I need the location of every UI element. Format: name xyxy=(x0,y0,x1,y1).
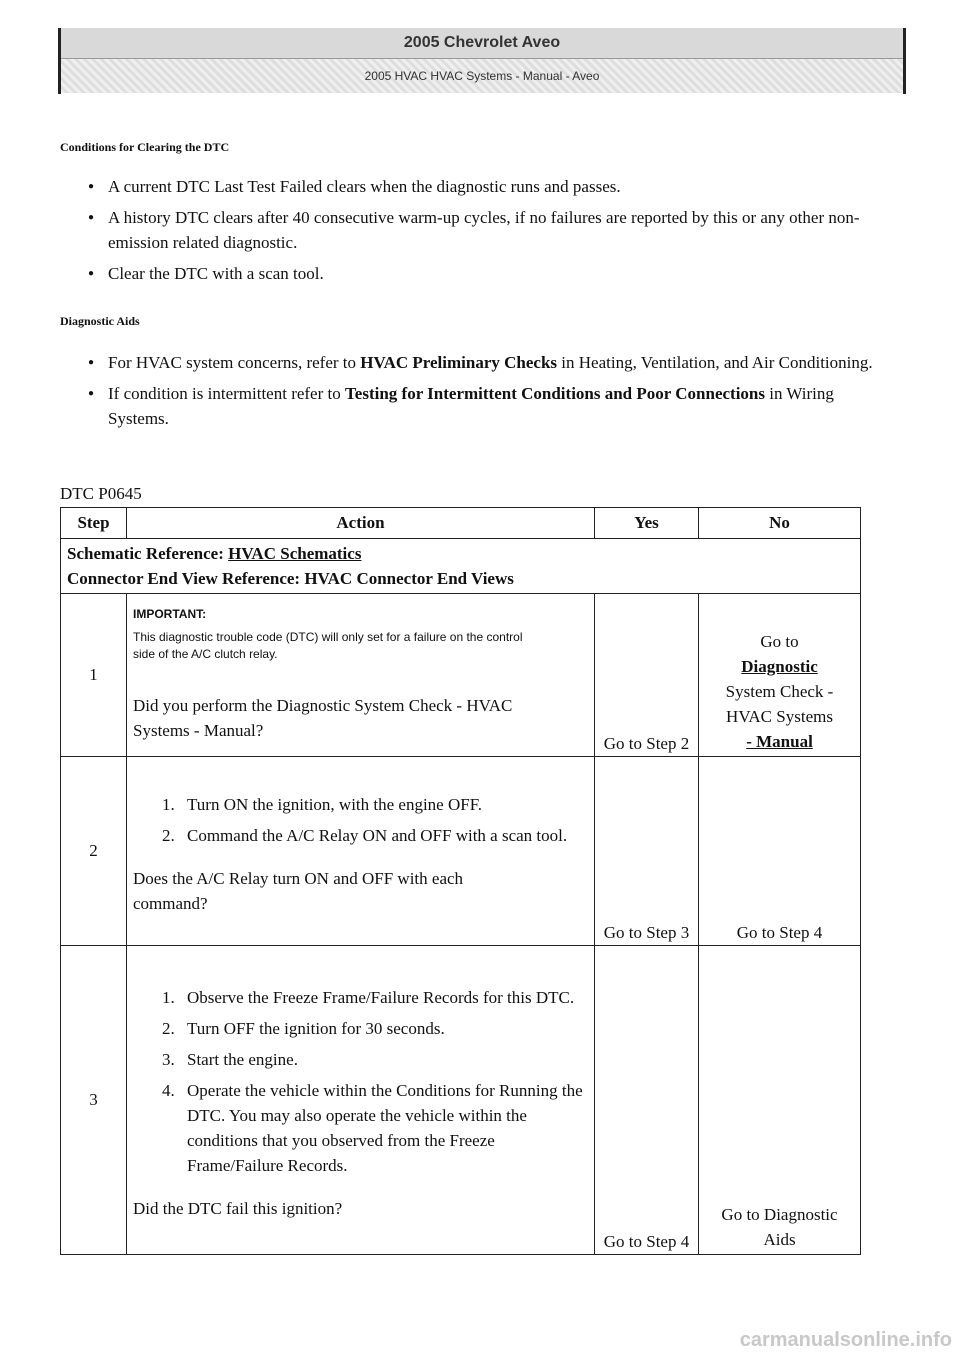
hvac-schematics-link[interactable]: HVAC Schematics xyxy=(228,544,362,563)
important-note: This diagnostic trouble code (DTC) will only set for a failure on the control side of the A/C clutch relay. xyxy=(133,630,523,661)
header-title: 2005 Chevrolet Aveo xyxy=(61,28,903,59)
action-cell xyxy=(127,594,595,757)
connector-reference-label: Connector End View Reference: xyxy=(67,569,305,588)
step-question: Did the DTC fail this ignition? xyxy=(133,1199,343,1218)
no-cell[interactable]: Go to Step 4 xyxy=(699,757,861,946)
table-header-row xyxy=(61,508,861,539)
list-item: ● A current DTC Last Test Failed clears when the diagnostic runs and passes. xyxy=(88,174,888,199)
action-cell xyxy=(127,757,595,946)
list-item: 3. Start the engine. xyxy=(179,1047,588,1072)
document-header xyxy=(58,28,906,94)
list-item: 4. Operate the vehicle within the Conditions for Running the DTC. You may also operate the vehicle within the conditions that you observed from the Freeze Frame/Failure Records. xyxy=(179,1078,588,1178)
diagnostic-aids-heading: Diagnostic Aids xyxy=(60,314,140,328)
no-text: Go to xyxy=(760,632,799,651)
yes-cell[interactable]: Go to Step 4 xyxy=(595,946,699,1255)
no-cell xyxy=(699,594,861,757)
action-cell xyxy=(127,946,595,1255)
table-row xyxy=(61,946,861,1255)
table-row xyxy=(61,594,861,757)
list-item: 2. Command the A/C Relay ON and OFF with a scan tool. xyxy=(179,823,588,848)
yes-cell[interactable]: Go to Step 3 xyxy=(595,757,699,946)
yes-cell[interactable]: Go to Step 2 xyxy=(595,594,699,757)
step-number: 2 xyxy=(61,757,127,946)
diagnostic-aids-list xyxy=(88,350,888,437)
list-item: ● Clear the DTC with a scan tool. xyxy=(88,261,888,286)
step-number: 3 xyxy=(61,946,127,1255)
manual-link[interactable]: - Manual xyxy=(746,732,813,751)
table-row xyxy=(61,539,861,594)
intermittent-conditions-link[interactable]: Testing for Intermittent Conditions and Poor Connections xyxy=(345,384,765,403)
table-title: DTC P0645 xyxy=(60,484,142,503)
list-item: 1. Observe the Freeze Frame/Failure Records for this DTC. xyxy=(179,985,588,1010)
schematic-reference-label: Schematic Reference: xyxy=(67,544,229,563)
list-item: 2. Turn OFF the ignition for 30 seconds. xyxy=(179,1016,588,1041)
list-item: 1. Turn ON the ignition, with the engine OFF. xyxy=(179,792,588,817)
conditions-heading: Conditions for Clearing the DTC xyxy=(60,140,230,154)
aid-text: If condition is intermittent refer to xyxy=(108,384,345,403)
important-label: IMPORTANT: xyxy=(133,607,207,621)
aid-text: in Heating, Ventilation, and Air Conditioning. xyxy=(557,353,873,372)
list-item xyxy=(88,381,888,431)
substep-list xyxy=(133,792,588,848)
aid-text: in Wiring Systems. xyxy=(108,384,834,428)
header-no: No xyxy=(699,508,861,539)
header-action: Action xyxy=(127,508,595,539)
table-row xyxy=(61,757,861,946)
header-step: Step xyxy=(61,508,127,539)
list-item xyxy=(88,350,888,375)
aid-text: For HVAC system concerns, refer to xyxy=(108,353,361,372)
watermark: carmanualsonline.info xyxy=(739,1329,952,1351)
list-item: ● A history DTC clears after 40 consecutive warm-up cycles, if no failures are reported by this or any other non-emission related diagnostic. xyxy=(88,205,888,255)
hvac-preliminary-checks-link[interactable]: HVAC Preliminary Checks xyxy=(360,353,558,372)
dtc-table xyxy=(60,507,861,1255)
no-cell[interactable]: Go to Diagnostic Aids xyxy=(699,946,861,1255)
no-text: System Check - HVAC Systems xyxy=(725,682,834,726)
connector-end-views-link[interactable]: HVAC Connector End Views xyxy=(304,569,514,588)
reference-cell xyxy=(61,539,861,594)
substep-list xyxy=(133,985,588,1178)
step-question: Does the A/C Relay turn ON and OFF with each command? xyxy=(133,869,464,913)
step-number: 1 xyxy=(61,594,127,757)
conditions-list xyxy=(88,174,888,292)
header-subtitle: 2005 HVAC HVAC Systems - Manual - Aveo xyxy=(61,59,903,93)
step-question: Did you perform the Diagnostic System Check - HVAC Systems - Manual? xyxy=(133,696,513,740)
diagnostic-system-check-link[interactable]: Diagnostic xyxy=(741,657,818,676)
header-yes: Yes xyxy=(595,508,699,539)
